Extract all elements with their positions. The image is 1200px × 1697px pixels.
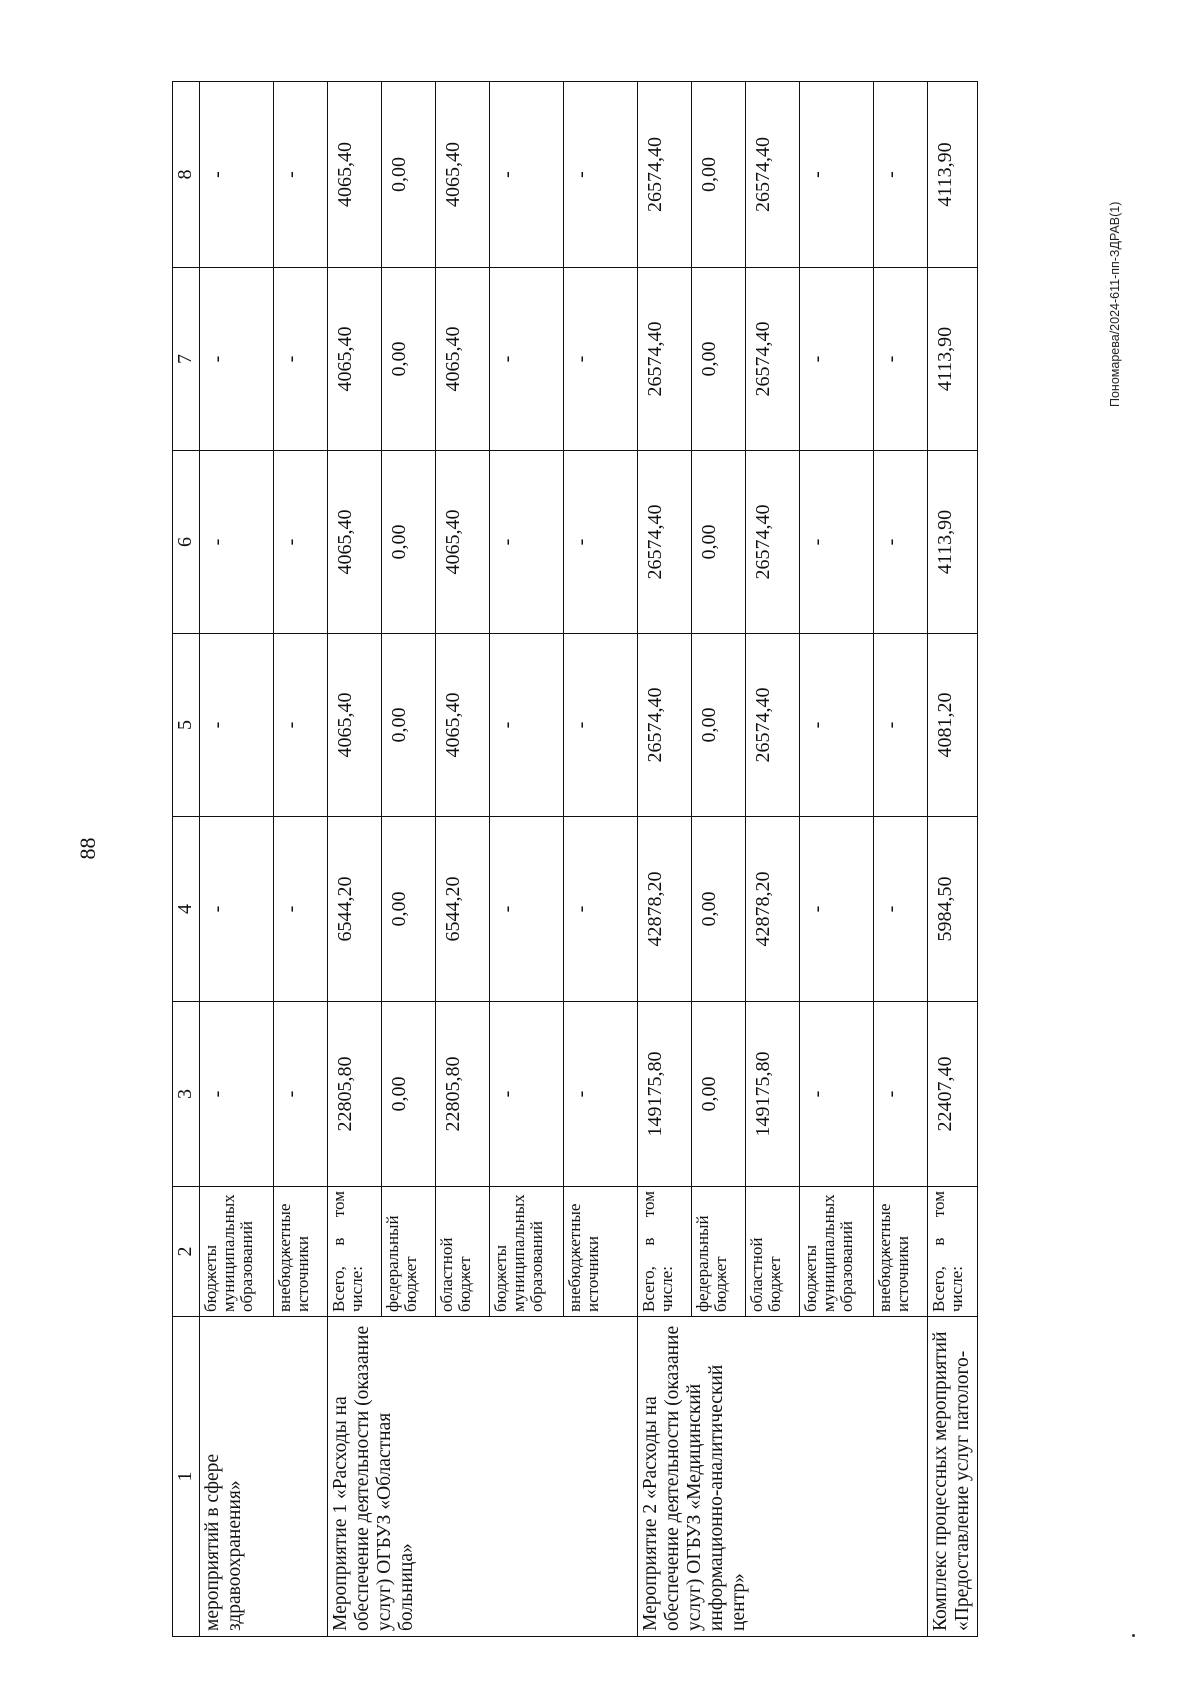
value-cell: 22805,80 (436, 1002, 490, 1187)
total-word: в (929, 1237, 948, 1246)
value-cell: 0,00 (382, 817, 436, 1002)
col-header: 8 (173, 82, 200, 268)
value-cell: 6544,20 (436, 817, 490, 1002)
value-cell: 0,00 (692, 268, 746, 451)
funding-source-total (928, 1187, 978, 1317)
value-cell: 6544,20 (328, 817, 382, 1002)
col-header: 5 (173, 634, 200, 817)
value-cell: - (200, 82, 274, 268)
value-cell: 5984,50 (928, 817, 978, 1002)
margin-dot (1132, 1634, 1135, 1637)
funding-source-total (638, 1187, 692, 1317)
funding-source: внебюджетные источники (874, 1187, 928, 1317)
value-cell: - (490, 451, 564, 634)
value-cell: - (274, 1002, 328, 1187)
table-row (328, 82, 382, 1637)
value-cell: 22407,40 (928, 1002, 978, 1187)
header-row (173, 82, 200, 1637)
col-header: 2 (173, 1187, 200, 1317)
total-word: числе: (657, 1266, 676, 1312)
budget-table (172, 81, 978, 1637)
total-word: Всего, (929, 1266, 948, 1312)
total-word: числе: (347, 1266, 366, 1312)
value-cell: - (564, 451, 638, 634)
funding-source: областной бюджет (436, 1187, 490, 1317)
value-cell: - (200, 268, 274, 451)
value-cell: - (800, 82, 874, 268)
value-cell: - (274, 82, 328, 268)
value-cell: 4065,40 (328, 82, 382, 268)
value-cell: 0,00 (692, 82, 746, 268)
total-word: том (639, 1191, 658, 1218)
value-cell: - (874, 817, 928, 1002)
value-cell: 0,00 (692, 1002, 746, 1187)
total-word: Всего, (329, 1266, 348, 1312)
table-row (638, 82, 692, 1637)
value-cell: - (800, 817, 874, 1002)
value-cell: 26574,40 (746, 634, 800, 817)
value-cell: 0,00 (382, 268, 436, 451)
value-cell: - (564, 268, 638, 451)
value-cell: 4065,40 (328, 268, 382, 451)
funding-source: бюджеты муниципальных образований (200, 1187, 274, 1317)
value-cell: - (874, 268, 928, 451)
funding-source: внебюджетные источники (564, 1187, 638, 1317)
value-cell: - (564, 634, 638, 817)
value-cell: 0,00 (382, 1002, 436, 1187)
col-header: 4 (173, 817, 200, 1002)
value-cell: 4065,40 (328, 451, 382, 634)
total-word: в (329, 1237, 348, 1246)
activity-name: Комплекс процессных мероприятий «Предоставление услуг патолого- (928, 1317, 978, 1637)
value-cell: 4065,40 (328, 634, 382, 817)
total-word: Всего, (639, 1266, 658, 1312)
funding-source: бюджеты муниципальных образований (490, 1187, 564, 1317)
value-cell: 149175,80 (638, 1002, 692, 1187)
value-cell: 42878,20 (638, 817, 692, 1002)
activity-name: Мероприятие 1 «Расходы на обеспечение деятельности (оказание услуг) ОГБУЗ «Областная больница» (328, 1317, 638, 1637)
value-cell: - (800, 451, 874, 634)
value-cell: 4065,40 (436, 451, 490, 634)
col-header: 3 (173, 1002, 200, 1187)
value-cell: 26574,40 (746, 268, 800, 451)
funding-source: федеральный бюджет (692, 1187, 746, 1317)
total-word: том (929, 1191, 948, 1218)
value-cell: 0,00 (692, 451, 746, 634)
value-cell: 0,00 (382, 451, 436, 634)
value-cell: - (874, 451, 928, 634)
value-cell: - (490, 268, 564, 451)
value-cell: 0,00 (692, 634, 746, 817)
col-header: 6 (173, 451, 200, 634)
value-cell: - (874, 82, 928, 268)
col-header: 1 (173, 1317, 200, 1637)
value-cell: - (490, 817, 564, 1002)
value-cell: - (564, 1002, 638, 1187)
value-cell: 149175,80 (746, 1002, 800, 1187)
value-cell: - (874, 634, 928, 817)
activity-name: мероприятий в сфере здравоохранения» (200, 1317, 328, 1637)
funding-source: федеральный бюджет (382, 1187, 436, 1317)
funding-source: областной бюджет (746, 1187, 800, 1317)
footer-doc-id: Пономарева/2024-611-пп-ЗДРАВ(1) (1108, 201, 1122, 407)
value-cell: - (800, 268, 874, 451)
funding-source: внебюджетные источники (274, 1187, 328, 1317)
value-cell: 4113,90 (928, 451, 978, 634)
value-cell: - (200, 451, 274, 634)
value-cell: - (490, 634, 564, 817)
value-cell: - (800, 634, 874, 817)
value-cell: 0,00 (692, 817, 746, 1002)
value-cell: - (490, 1002, 564, 1187)
value-cell: - (200, 634, 274, 817)
value-cell: 26574,40 (746, 82, 800, 268)
value-cell: - (564, 817, 638, 1002)
page-number: 88 (75, 837, 100, 860)
value-cell: - (200, 1002, 274, 1187)
total-word: числе: (947, 1266, 966, 1312)
value-cell: - (274, 268, 328, 451)
value-cell: 26574,40 (746, 451, 800, 634)
value-cell: 26574,40 (638, 82, 692, 268)
value-cell: - (274, 451, 328, 634)
value-cell: 4065,40 (436, 82, 490, 268)
activity-name: Мероприятие 2 «Расходы на обеспечение деятельности (оказание услуг) ОГБУЗ «Медицинский информационно-аналитический центр» (638, 1317, 928, 1637)
value-cell: 26574,40 (638, 451, 692, 634)
value-cell: 0,00 (382, 634, 436, 817)
value-cell: - (800, 1002, 874, 1187)
value-cell: 42878,20 (746, 817, 800, 1002)
value-cell: 4081,20 (928, 634, 978, 817)
value-cell: 26574,40 (638, 268, 692, 451)
total-word: том (329, 1191, 348, 1218)
value-cell: 4065,40 (436, 634, 490, 817)
funding-source: бюджеты муниципальных образований (800, 1187, 874, 1317)
value-cell: - (200, 817, 274, 1002)
value-cell: 4065,40 (436, 268, 490, 451)
value-cell: 22805,80 (328, 1002, 382, 1187)
funding-source-total (328, 1187, 382, 1317)
value-cell: 26574,40 (638, 634, 692, 817)
value-cell: - (274, 634, 328, 817)
value-cell: - (274, 817, 328, 1002)
table-row (200, 82, 274, 1637)
value-cell: - (874, 1002, 928, 1187)
table-row (928, 82, 978, 1637)
value-cell: - (564, 82, 638, 268)
value-cell: 4113,90 (928, 82, 978, 268)
value-cell: 0,00 (382, 82, 436, 268)
total-word: в (639, 1237, 658, 1246)
col-header: 7 (173, 268, 200, 451)
value-cell: 4113,90 (928, 268, 978, 451)
value-cell: - (490, 82, 564, 268)
